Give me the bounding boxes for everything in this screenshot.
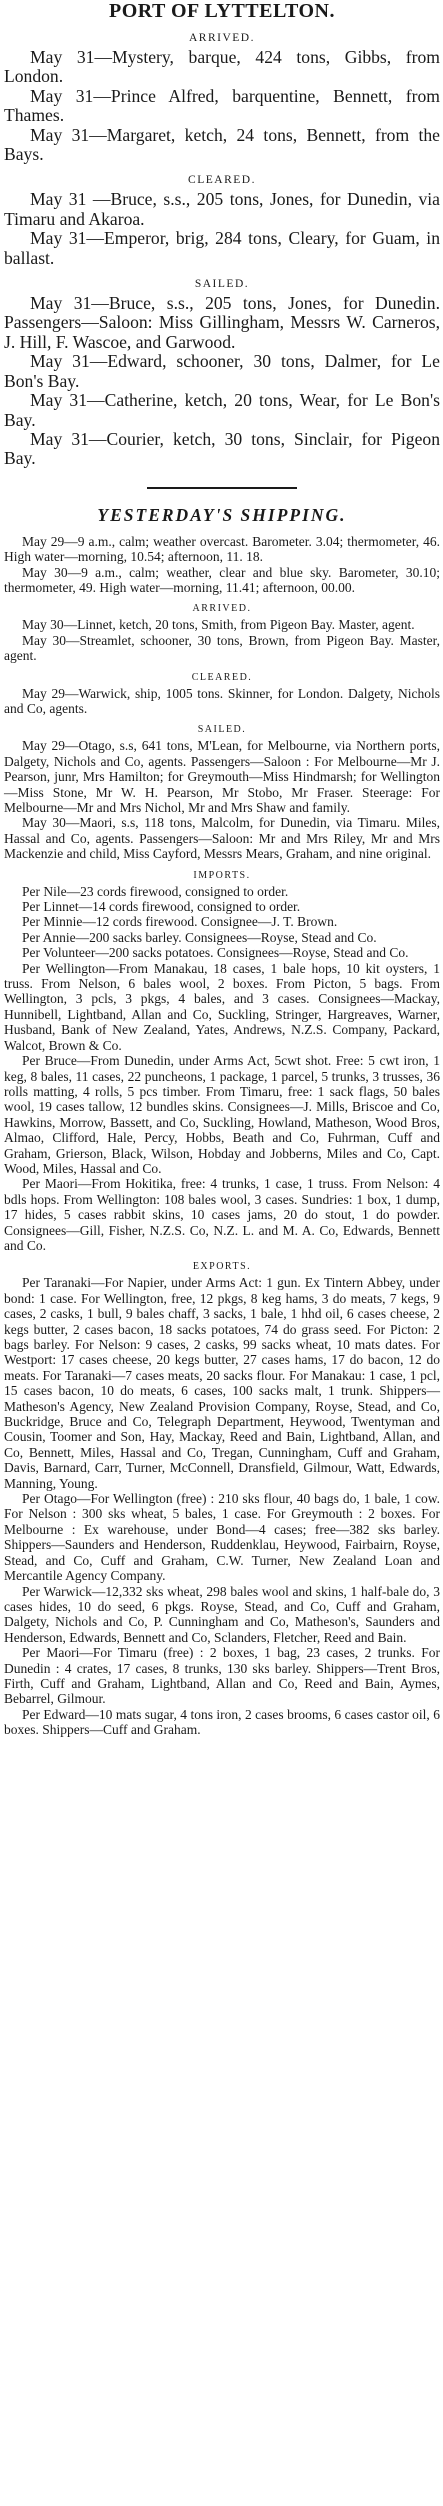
export-entry: Per Warwick—12,332 sks wheat, 298 bales wool and skins, 1 half-bale do, 3 cases hides, 10 do seed, 6 pkgs. Royse, Stead, and Co, Cuff and Graham, Dalgety, Nichols and Co, P. Cunningham and Co, Matheson's, Saunders and Henderson, Edwards, Bennett and Co, Sclanders, Fletcher, Reed and Bain. <box>4 1583 440 1645</box>
shipping-entry: May 29—Otago, s.s, 641 tons, M'Lean, for Melbourne, via Northern ports, Dalgety, Nichols and Co, agents. Passengers—Saloon : For Melbourne—Mr J. Pearson, junr, Mrs Hamilton; for Greymouth—Miss Hindmarsh; for Wellington—Miss Stone, Mr W. H. Pearson, Mr Stobo, Mr Fraser. Steerage: For Melbourne—Mr and Mrs Nichol, Mr and Mrs Shaw and family. <box>4 738 440 815</box>
shipping-entry: May 31 —Bruce, s.s., 205 tons, Jones, for Dunedin, via Timaru and Akaroa. <box>4 189 440 229</box>
shipping-entry: May 31—Courier, ketch, 30 tons, Sinclair, for Pigeon Bay. <box>4 428 440 469</box>
shipping-entry: May 31—Mystery, barque, 424 tons, Gibbs, from London. <box>4 47 440 87</box>
import-entry: Per Minnie—12 cords firewood. Consignee—J. T. Brown. <box>22 914 338 930</box>
shipping-entry: May 31—Bruce, s.s., 205 tons, Jones, for Dunedin. Passengers—Saloon: Miss Gillingham, Messrs W. Carneros, J. Hill, F. Wascoe, and Garwood. <box>4 293 440 352</box>
section-heading-arrived: ARRIVED. <box>189 32 255 44</box>
weather-report: May 30—9 a.m., calm; weather, clear and blue sky. Barometer, 30.10; thermometer, 49. High water—morning, 11.41; afternoon, 00.00. <box>4 564 440 595</box>
import-entry: Per Annie—200 sacks barley. Consignees—Royse, Stead and Co. <box>22 929 377 945</box>
shipping-entry: May 30—Linnet, ketch, 20 tons, Smith, from Pigeon Bay. Master, agent. <box>22 617 415 633</box>
import-entry: Per Bruce—From Dunedin, under Arms Act, 5cwt shot. Free: 5 cwt iron, 1 keg, 8 bales, 11 cases, 22 puncheons, 1 package, 1 parcel, 5 trunks, 3 trusses, 36 rolls matting, 4 rolls, 5 pcs timber. From Timaru, free: 1 sack flags, 50 bales wool, 19 cases tallow, 12 bundles skins. Consignees—J. Mills, Briscoe and Co, Hawkins, Morrow, Bassett, and Co, Suckling, Howland, Matheson, Wood Bros, Almao, Clifford, Hale, Percy, Hobbs, Beath and Co, Fuhrman, Cuff and Graham, Grierson, Black, Wilson, Hobday and Jobberns, Miles and Co, Capt. Wood, Miles, Hassal and Co. <box>4 1053 440 1176</box>
page-title: PORT OF LYTTELTON. <box>109 0 335 22</box>
section-heading-sailed: SAILED. <box>197 724 247 736</box>
shipping-entry: May 31—Catherine, ketch, 20 tons, Wear, for Le Bon's Bay. <box>4 390 440 430</box>
section-title: YESTERDAY'S SHIPPING. <box>97 504 347 525</box>
shipping-entry: May 29—Warwick, ship, 1005 tons. Skinner, for London. Dalgety, Nichols and Co, agents. <box>4 685 440 716</box>
export-entry: Per Maori—For Timaru (free) : 2 boxes, 1 bag, 23 cases, 2 trunks. For Dunedin : 4 crates, 17 cases, 8 trunks, 130 sks barley. Shippers—Trent Bros, Firth, Cuff and Graham, Lightband, Allan and Co, Reed and Bain, Aymes, Bebarrel, Gilmour. <box>4 1645 440 1707</box>
yesterdays-shipping-section <box>4 505 440 1738</box>
section-heading-cleared: CLEARED. <box>191 671 253 683</box>
shipping-entry: May 30—Streamlet, schooner, 30 tons, Brown, from Pigeon Bay. Master, agent. <box>4 632 440 664</box>
section-heading-exports: EXPORTS. <box>192 1261 252 1273</box>
section-heading-sailed: SAILED. <box>194 278 250 291</box>
shipping-entry: May 30—Maori, s.s, 118 tons, Malcolm, for Dunedin, via Timaru. Miles, Hassal and Co, agents. Passengers—Saloon: Mr and Mrs Riley, Mr and Mrs Mackenzie and child, Miss Cayford, Messrs Mears, Graham, and nine original. <box>4 815 440 862</box>
section-divider <box>147 487 297 489</box>
shipping-entry: May 31—Edward, schooner, 30 tons, Dalmer, for Le Bon's Bay. <box>4 351 440 391</box>
shipping-entry: May 31—Prince Alfred, barquentine, Bennett, from Thames. <box>4 85 440 126</box>
export-entry: Per Taranaki—For Napier, under Arms Act: 1 gun. Ex Tintern Abbey, under bond: 1 case. For Wellington, free, 12 pkgs, 8 keg hams, 3 do meats, 7 kegs, 9 cases, 2 casks, 1 bull, 9 bales chaff, 3 sacks, 1 bale, 1 hhd oil, 6 cases cheese, 2 kegs butter, 2 cases bacon, 18 sacks potatoes, 74 do grass seed. For Picton: 2 bags barley. For Nelson: 9 cases, 2 casks, 99 sacks wheat, 10 mats dates. For Westport: 17 cases cheese, 20 kegs butter, 27 cases hams, 17 do bacon, 12 do meats. For Taranaki—7 cases meats, 20 sacks flour. For Manakau: 1 case, 1 pcl, 15 cases bacon, 10 do meats, 6 cases, 100 sacks malt, 1 trunk. Shippers—Matheson's Agency, New Zealand Provision Company, Royse, Stead, and Co, Buckridge, Bruce and Co, Telegraph Department, Heywood, Twentyman and Cousin, Toomer and Son, Hay, Mackay, Reed and Bain, Lightband, Allan, and Co, Bennett, Miles, Hassal and Co, Tregan, Cunningham, Cuff and Graham, Davis, Barnard, Carr, Turner, McConnell, Dransfield, Gilmour, Watt, Edwards, Manning, Young. <box>4 1275 440 1491</box>
shipping-entry: May 31—Emperor, brig, 284 tons, Cleary, for Guam, in ballast. <box>4 228 440 268</box>
import-entry: Per Linnet—14 cords firewood, consigned to order. <box>22 899 301 915</box>
weather-report: May 29—9 a.m., calm; weather overcast. Barometer. 3.04; thermometer, 46. High water—morning, 10.54; afternoon, 11. 18. <box>4 533 440 565</box>
import-entry: Per Wellington—From Manakau, 18 cases, 1 bale hops, 10 kit oysters, 1 truss. From Nelson, 6 bales wool, 2 boxes. From Picton, 5 bags. From Wellington, 3 pcls, 3 pkgs, 4 bales, and 3 cases. Consignees—Mackay, Hunnibell, Lightband, Allan and Co, Suckling, Stringer, Hargreaves, Warner, Husband, Bank of New Zealand, Yates, Andrews, N.Z.S. Company, Packard, Walcot, Brown & Co. <box>4 960 440 1053</box>
section-heading-cleared: CLEARED. <box>188 174 256 187</box>
import-entry: Per Maori—From Hokitika, free: 4 trunks, 1 case, 1 truss. From Nelson: 4 bdls hops. From Wellington: 108 bales wool, 3 cases. Sundries: 1 box, 1 dump, 17 hides, 5 cases rabbit skins, 10 cases jams, 20 do stout, 1 do powder. Consignees—Gill, Fisher, N.Z.S. Co, N.Z. L. and M. A. Co, Edwards, Bennett and Co. <box>4 1176 440 1253</box>
export-entry: Per Edward—10 mats sugar, 4 tons iron, 2 cases brooms, 6 cases castor oil, 6 boxes. Shippers—Cuff and Graham. <box>4 1706 440 1738</box>
section-heading-imports: IMPORTS. <box>193 869 251 881</box>
import-entry: Per Nile—23 cords firewood, consigned to order. <box>22 883 289 899</box>
export-entry: Per Otago—For Wellington (free) : 210 sks flour, 40 bags do, 1 bale, 1 cow. For Nelson : 300 sks wheat, 5 bales, 1 case. For Greymouth : 2 boxes. For Melbourne : Ex warehouse, under Bond—4 cases; free—382 sks barley. Shippers—Saunders and Henderson, Ruddenklau, Heywood, Fairbairn, Royse, Stead, and Co, Cuff and Graham, C.W. Turner, New Zealand Loan and Mercantile Agency Company. <box>4 1491 440 1584</box>
section-heading-arrived: ARRIVED. <box>192 603 252 615</box>
import-entry: Per Volunteer—200 sacks potatoes. Consignees—Royse, Stead and Co. <box>22 945 409 961</box>
port-lyttelton-section <box>4 32 440 469</box>
shipping-entry: May 31—Margaret, ketch, 24 tons, Bennett, from the Bays. <box>4 124 440 165</box>
